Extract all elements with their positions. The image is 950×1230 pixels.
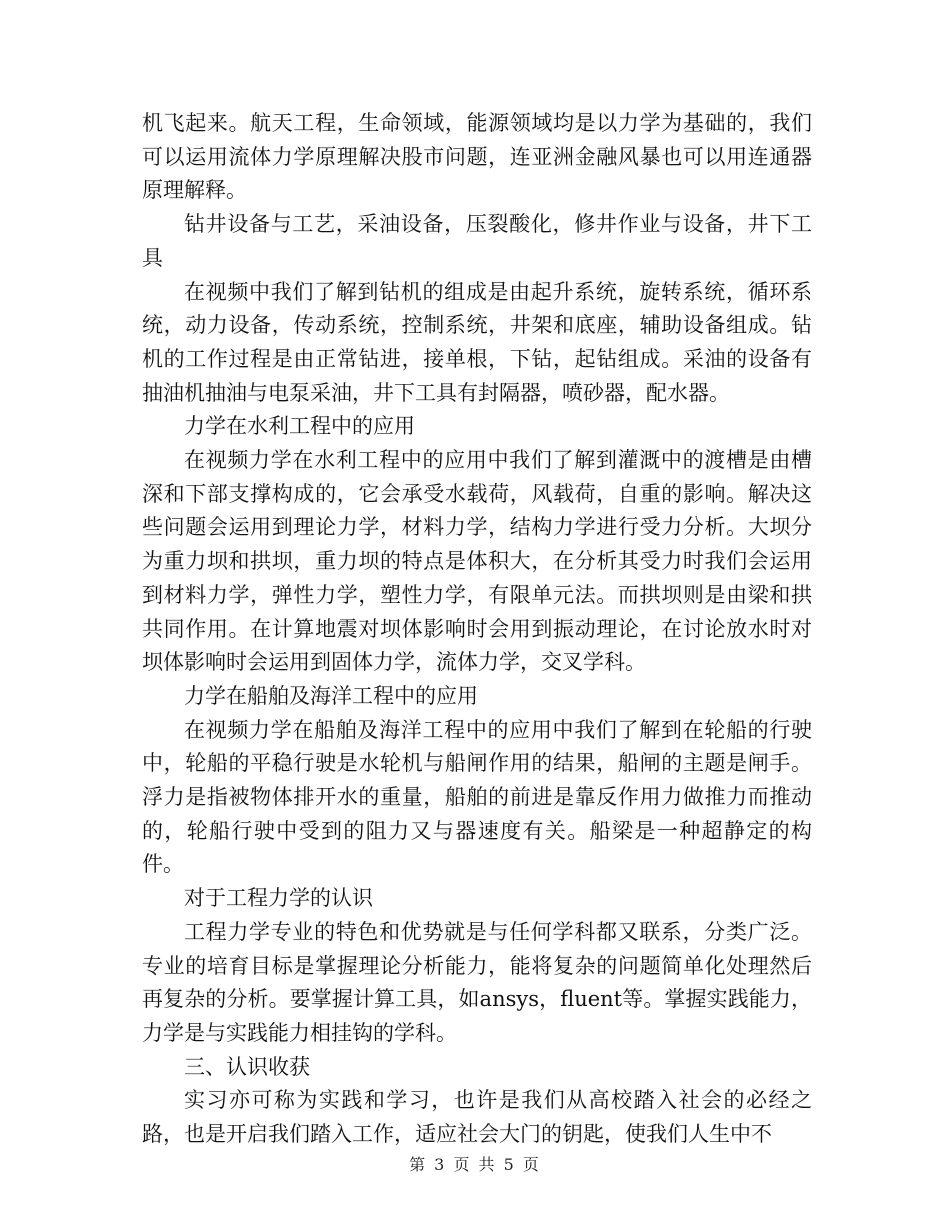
paragraph-gains: 实习亦可称为实践和学习，也许是我们从高校踏入社会的必经之路，也是开启我们踏入工作，适应社会大门的钥匙，使我们人生中不 — [142, 1088, 812, 1147]
section-heading-hydraulic-engineering: 力学在水利工程中的应用 — [184, 414, 415, 439]
paragraph-drilling-rig: 在视频中我们了解到钻机的组成是由起升系统，旋转系统，循环系统，动力设备，传动系统，控制系统，井架和底座，辅助设备组成。钻机的工作过程是由正常钻进，接单根，下钻，起钻组成。采油的设备有抽油机抽油与电泵采油，井下工具有封隔器，喷砂器，配水器。 — [142, 279, 812, 405]
paragraph-continuation: 机飞起来。航天工程，生命领域，能源领域均是以力学为基础的，我们可以运用流体力学原理解决股市问题，连亚洲金融风暴也可以用连通器原理解释。 — [142, 111, 812, 203]
paragraph-engineering-mechanics: 工程力学专业的特色和优势就是与任何学科都又联系，分类广泛。专业的培育目标是掌握理论分析能力，能将复杂的问题简单化处理然后再复杂的分析。要掌握计算工具，如ansys，fluent等。掌握实践能力，力学是与实践能力相挂钩的学科。 — [142, 919, 812, 1045]
paragraph-hydraulic-engineering: 在视频力学在水利工程中的应用中我们了解到灌溉中的渡槽是由槽深和下部支撑构成的，它会承受水载荷，风载荷，自重的影响。解决这些问题会运用到理论力学，材料力学，结构力学进行受力分析。大坝分为重力坝和拱坝，重力坝的特点是体积大，在分析其受力时我们会运用到材料力学，弹性力学，塑性力学，有限单元法。而拱坝则是由梁和拱共同作用。在计算地震对坝体影响时会用到振动理论，在讨论放水时对坝体影响时会运用到固体力学，流体力学，交叉学科。 — [142, 448, 812, 675]
paragraph-ship-ocean-engineering: 在视频力学在船舶及海洋工程中的应用中我们了解到在轮船的行驶中，轮船的平稳行驶是水轮机与船闸作用的结果，船闸的主题是闸手。浮力是指被物体排开水的重量，船舶的前进是靠反作用力做推力而推动的，轮船行驶中受到的阻力又与器速度有关。船梁是一种超静定的构件。 — [142, 717, 812, 877]
section-heading-gains: 三、认识收获 — [184, 1054, 310, 1079]
section-heading-drilling-equipment: 钻井设备与工艺，采油设备，压裂酸化，修井作业与设备，井下工具 — [142, 212, 812, 270]
page-number-footer: 第 3 页 共 5 页 — [409, 1155, 541, 1174]
section-heading-engineering-mechanics: 对于工程力学的认识 — [184, 886, 373, 911]
document-body — [142, 107, 812, 1152]
section-heading-ship-ocean-engineering: 力学在船舶及海洋工程中的应用 — [184, 683, 478, 708]
